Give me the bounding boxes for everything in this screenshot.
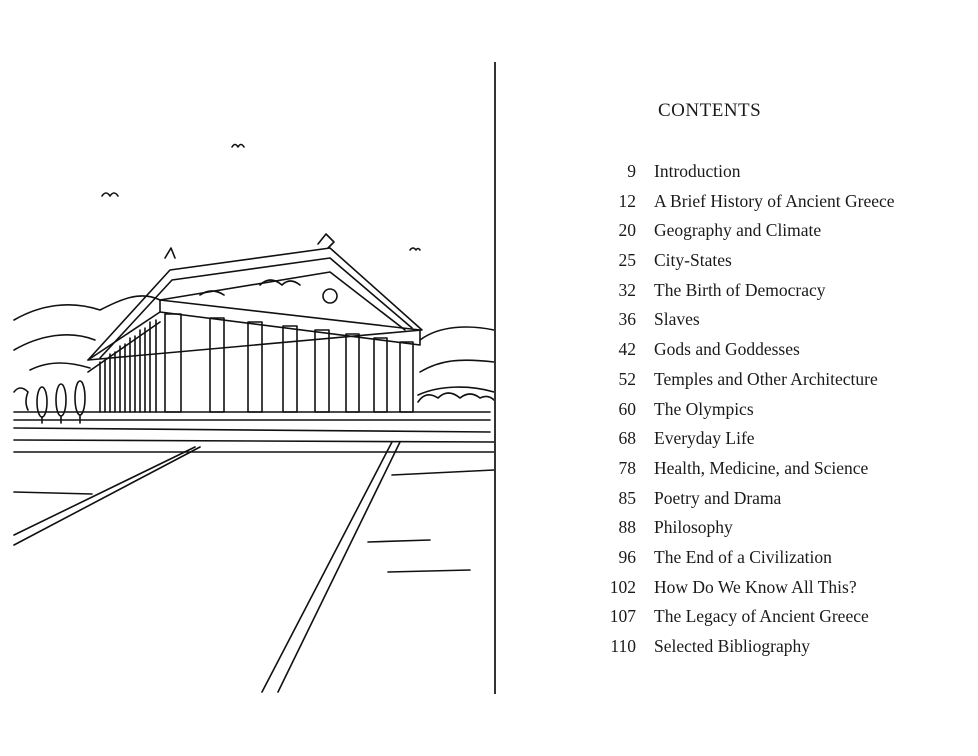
toc-page-number: 9 <box>627 161 636 181</box>
toc-chapter-title: The End of a Civilization <box>654 546 832 567</box>
toc-page-number: 60 <box>618 398 636 419</box>
pediment-medallion <box>323 289 337 303</box>
path-left <box>14 447 200 545</box>
toc-chapter-title: The Birth of Democracy <box>654 279 826 300</box>
toc-page-number: 102 <box>609 576 636 597</box>
toc-page-number: 96 <box>618 546 636 567</box>
toc-page-number: 32 <box>618 279 636 300</box>
toc-entry <box>590 395 970 425</box>
toc-entry <box>590 513 970 543</box>
toc-entry <box>590 187 970 217</box>
toc-entry <box>590 424 970 454</box>
toc-entry <box>590 484 970 514</box>
toc-entry <box>590 454 970 484</box>
cypress-tree <box>75 381 85 415</box>
toc-chapter-title: Everyday Life <box>654 428 755 449</box>
toc-entry <box>590 157 970 187</box>
toc-page-number: 20 <box>618 220 636 241</box>
toc-page-number: 85 <box>618 487 636 508</box>
toc-page-number: 107 <box>609 606 636 627</box>
toc-entry <box>590 246 970 276</box>
toc-chapter-title: The Olympics <box>654 398 754 419</box>
toc-chapter-title: Health, Medicine, and Science <box>654 457 869 478</box>
toc-chapter-title: The Legacy of Ancient Greece <box>654 606 869 627</box>
toc-page-number: 68 <box>618 428 636 449</box>
toc-entry <box>590 602 970 632</box>
hills <box>420 327 494 340</box>
toc-page-number: 110 <box>610 636 636 656</box>
toc-entry <box>590 365 970 395</box>
bird-icon <box>232 145 244 148</box>
toc-chapter-title: A Brief History of Ancient Greece <box>654 190 895 211</box>
toc-chapter-title: Temples and Other Architecture <box>654 368 878 389</box>
toc-entry <box>590 335 970 365</box>
toc-chapter-title: How Do We Know All This? <box>654 576 857 597</box>
contents-heading: CONTENTS <box>658 100 762 121</box>
toc-entry <box>590 573 970 603</box>
toc-page-number: 25 <box>618 250 636 271</box>
toc-page-number: 12 <box>618 190 636 211</box>
toc-page-number: 36 <box>618 309 636 330</box>
bird-icon <box>410 248 420 250</box>
temple-steps <box>14 412 494 452</box>
toc-page-number: 88 <box>618 517 636 538</box>
toc-chapter-title: Poetry and Drama <box>654 487 782 508</box>
toc-entry <box>590 543 970 573</box>
path-right <box>262 442 400 692</box>
toc-chapter-title: Philosophy <box>654 517 733 538</box>
columns <box>100 314 413 412</box>
toc-entry <box>590 305 970 335</box>
toc-page-number: 42 <box>618 339 636 360</box>
toc-chapter-title: Slaves <box>654 309 700 330</box>
toc-entry <box>590 632 970 662</box>
toc-page-number: 78 <box>618 457 636 478</box>
toc-page-number: 52 <box>618 368 636 389</box>
hills <box>14 335 95 350</box>
toc-chapter-title: City-States <box>654 250 732 271</box>
toc-chapter-title: Introduction <box>654 161 741 181</box>
right-page <box>500 0 978 756</box>
toc-chapter-title: Selected Bibliography <box>654 636 811 656</box>
table-of-contents <box>590 157 970 662</box>
toc-chapter-title: Gods and Goddesses <box>654 339 800 360</box>
toc-chapter-title: Geography and Climate <box>654 220 822 241</box>
bird-icon <box>102 193 118 196</box>
book-gutter <box>494 62 496 694</box>
toc-entry <box>590 216 970 246</box>
toc-entry <box>590 276 970 306</box>
